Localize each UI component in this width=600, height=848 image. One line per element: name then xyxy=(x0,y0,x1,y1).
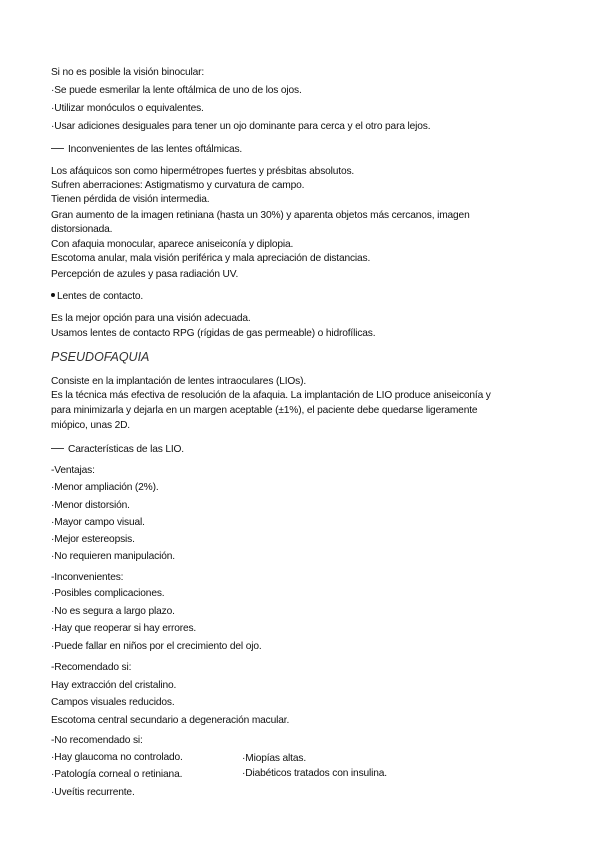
paragraph-line: miópico, unas 2D. xyxy=(51,420,130,431)
paragraph-line: Gran aumento de la imagen retiniana (hasta un 30%) y aparenta objetos más cercanos, imagen xyxy=(51,210,470,221)
recommended-title: -Recomendado si: xyxy=(51,662,132,673)
list-item: ·Miopías altas. xyxy=(242,753,306,764)
binocular-title: Si no es posible la visión binocular: xyxy=(51,67,205,78)
paragraph-line: para minimizarla y dejarla en un margen aceptable (±1%), el paciente debe quedarse ligeramente xyxy=(51,405,478,416)
paragraph-line: Los afáquicos son como hipermétropes fuertes y présbitas absolutos. xyxy=(51,166,355,177)
advantages-title: -Ventajas: xyxy=(51,465,95,476)
list-item: Campos visuales reducidos. xyxy=(51,697,175,708)
bullet-icon xyxy=(51,293,55,297)
lio-heading xyxy=(51,443,184,456)
list-item: ·Usar adiciones desiguales para tener un ojo dominante para cerca y el otro para lejos. xyxy=(51,121,431,132)
section-title: Inconvenientes de las lentes oftálmicas. xyxy=(68,144,243,155)
section-title: Lentes de contacto. xyxy=(57,291,144,302)
list-item: ·Uveítis recurrente. xyxy=(51,787,135,798)
list-item: ·Diabéticos tratados con insulina. xyxy=(242,768,387,779)
list-item: ·Posibles complicaciones. xyxy=(51,588,165,599)
list-item: Hay extracción del cristalino. xyxy=(51,680,177,691)
dash-icon xyxy=(51,448,64,449)
list-item: ·No es segura a largo plazo. xyxy=(51,606,175,617)
list-item: ·Puede fallar en niños por el crecimiento del ojo. xyxy=(51,641,262,652)
paragraph-line: distorsionada. xyxy=(51,224,113,235)
list-item: ·Se puede esmerilar la lente oftálmica de uno de los ojos. xyxy=(51,85,302,96)
paragraph-line: Percepción de azules y pasa radiación UV. xyxy=(51,269,239,280)
list-item: ·No requieren manipulación. xyxy=(51,551,175,562)
list-item: ·Mayor campo visual. xyxy=(51,517,145,528)
paragraph-line: Es la mejor opción para una visión adecuada. xyxy=(51,313,251,324)
list-item: Escotoma central secundario a degeneración macular. xyxy=(51,715,290,726)
list-item: ·Hay glaucoma no controlado. xyxy=(51,752,183,763)
list-item: ·Menor ampliación (2%). xyxy=(51,482,159,493)
list-item: ·Menor distorsión. xyxy=(51,500,130,511)
paragraph-line: Tienen pérdida de visión intermedia. xyxy=(51,194,210,205)
not-recommended-title: -No recomendado si: xyxy=(51,735,143,746)
list-item: ·Patología corneal o retiniana. xyxy=(51,769,183,780)
paragraph-line: Escotoma anular, mala visión periférica y mala apreciación de distancias. xyxy=(51,253,371,264)
paragraph-line: Con afaquia monocular, aparece aniseiconía y diplopia. xyxy=(51,239,294,250)
pseudophakia-title: PSEUDOFAQUIA xyxy=(51,350,150,364)
paragraph-line: Es la técnica más efectiva de resolución de la afaquia. La implantación de LIO produce aniseiconía y xyxy=(51,390,491,401)
paragraph-line: Usamos lentes de contacto RPG (rígidas de gas permeable) o hidrofílicas. xyxy=(51,328,376,339)
section-title: Características de las LIO. xyxy=(68,444,184,455)
dash-icon xyxy=(51,148,64,149)
drawbacks-title: -Inconvenientes: xyxy=(51,572,124,583)
list-item: ·Mejor estereopsis. xyxy=(51,534,135,545)
list-item: ·Utilizar monóculos o equivalentes. xyxy=(51,103,204,114)
ophthalmic-drawbacks-heading xyxy=(51,143,242,156)
paragraph-line: Consiste en la implantación de lentes intraoculares (LIOs). xyxy=(51,376,307,387)
list-item: ·Hay que reoperar si hay errores. xyxy=(51,623,197,634)
contact-lenses-heading xyxy=(51,290,143,303)
paragraph-line: Sufren aberraciones: Astigmatismo y curvatura de campo. xyxy=(51,180,305,191)
